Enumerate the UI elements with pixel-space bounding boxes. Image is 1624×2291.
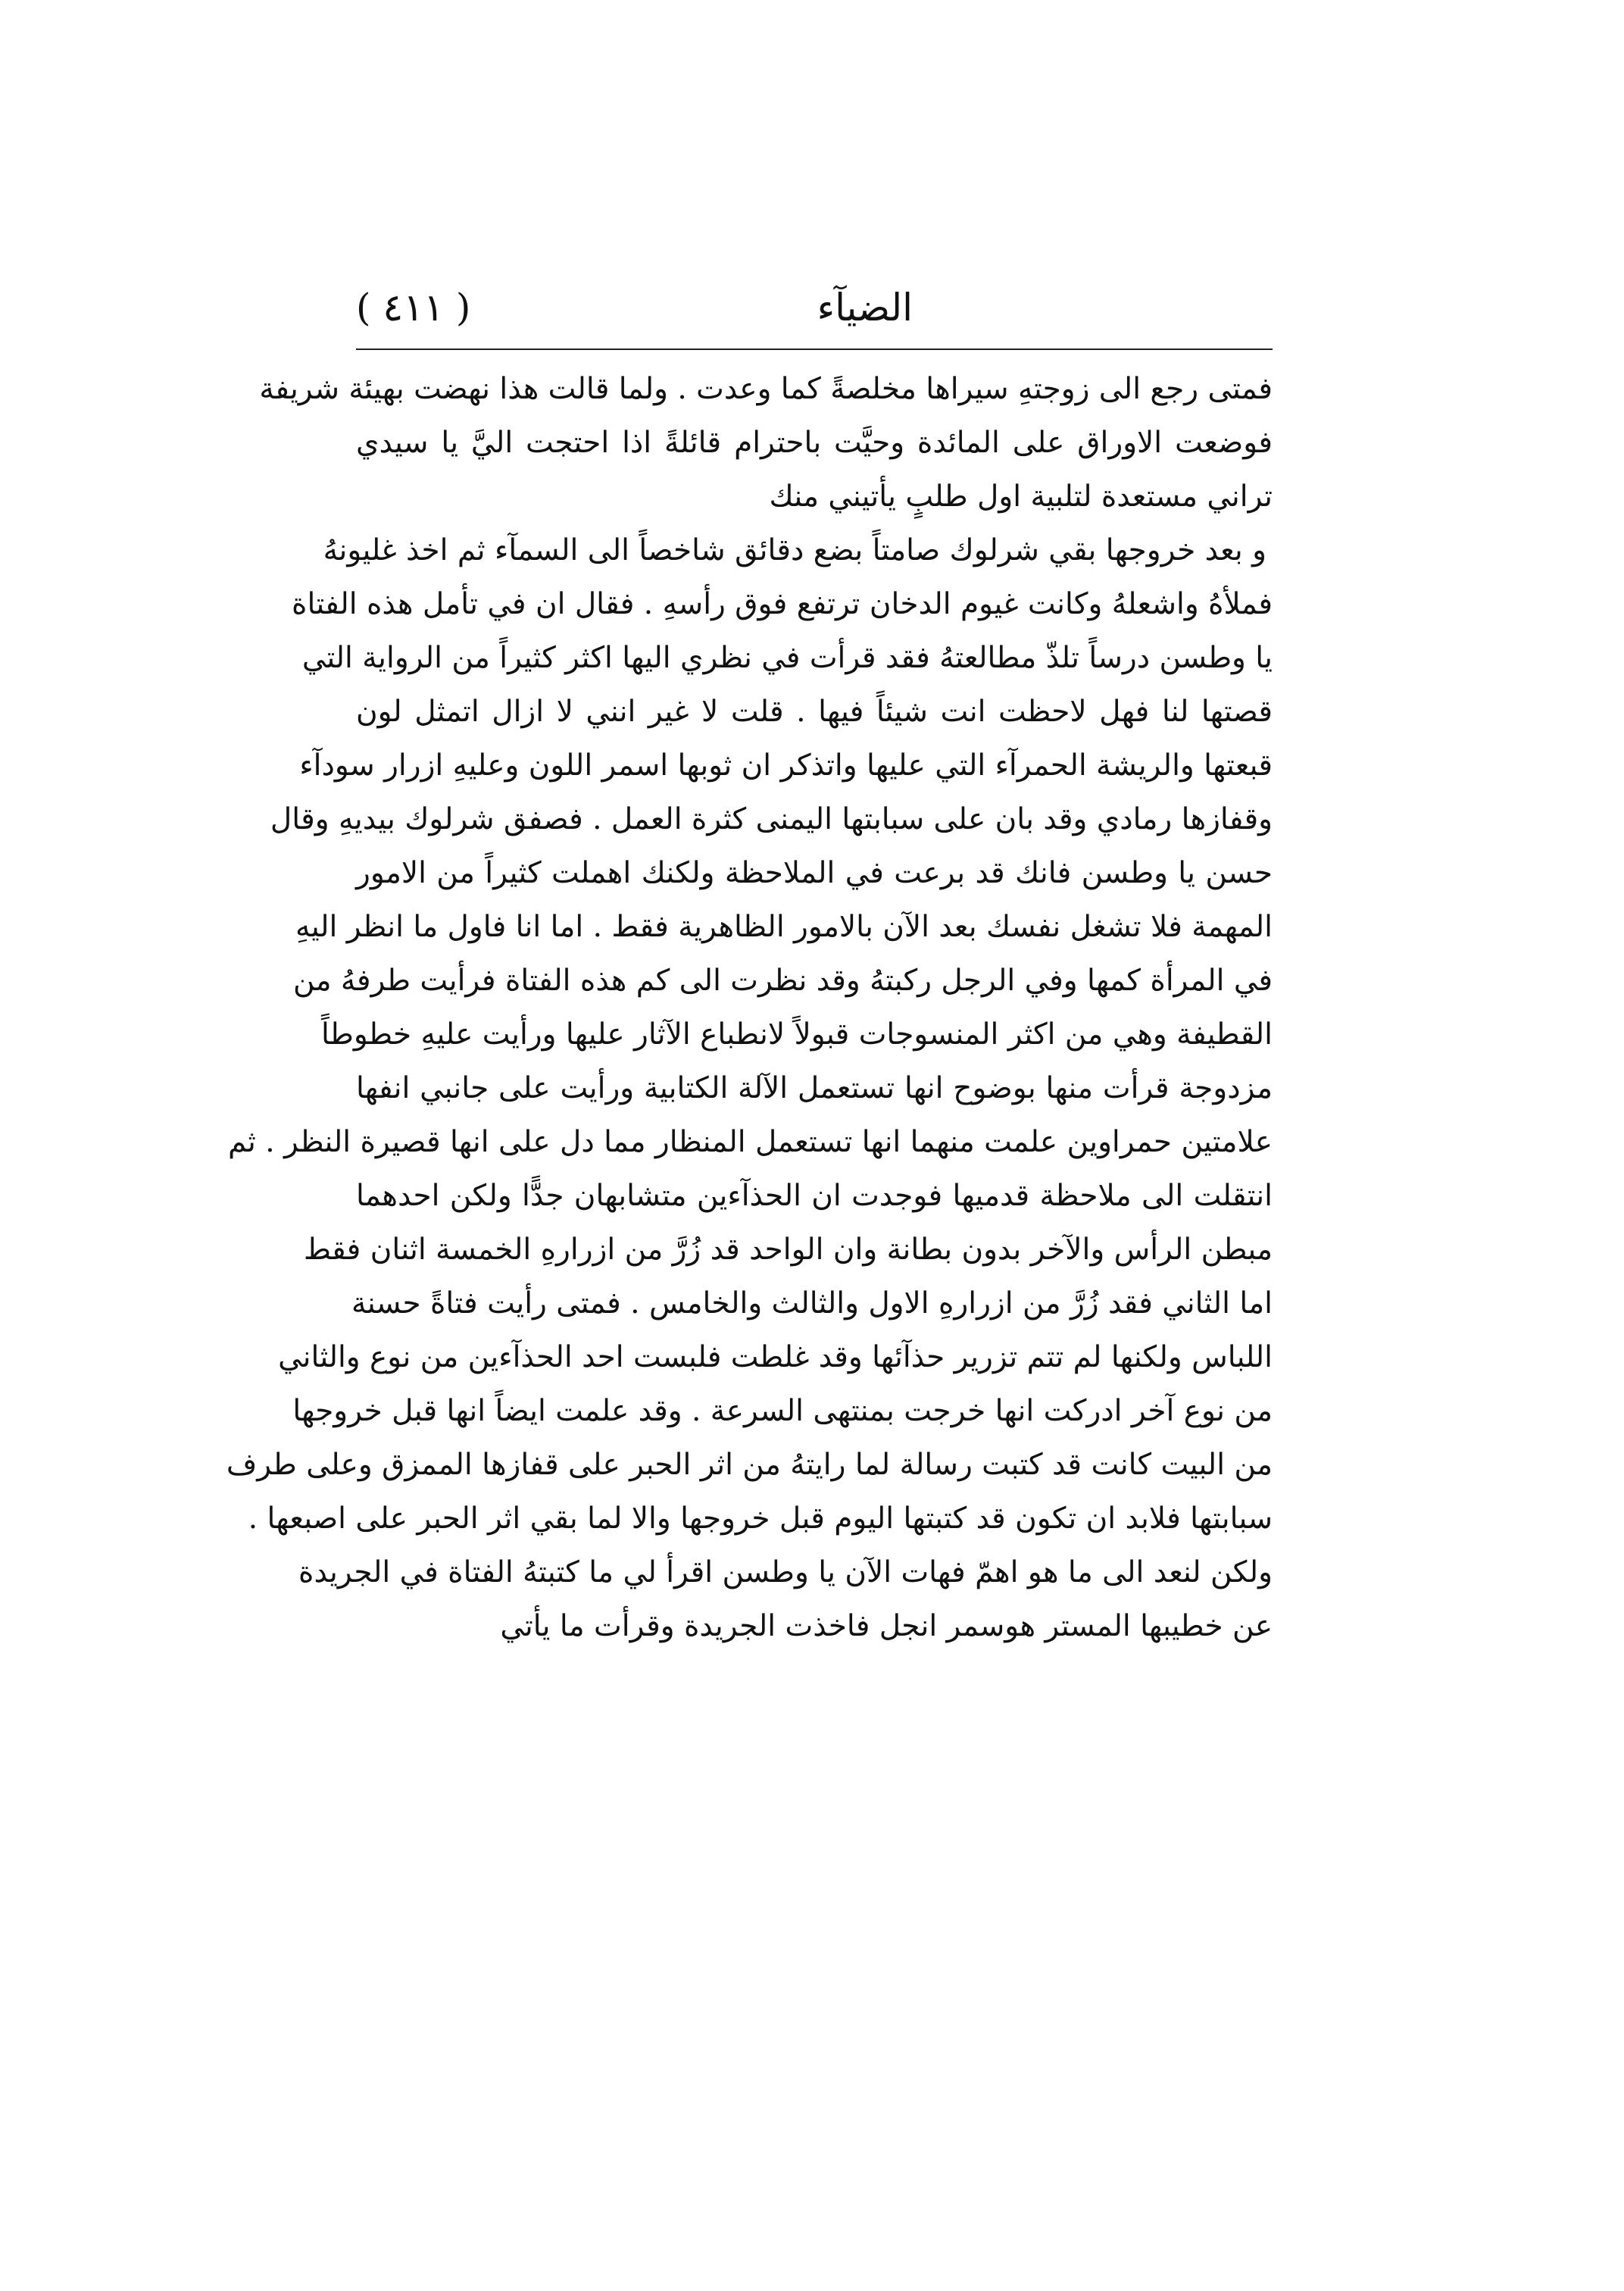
text-line: قصتها لنا فهل لاحظت انت شيئاً فيها . قلت لا غير انني لا ازال اتمثل لون <box>356 695 1273 729</box>
text-line: فمتى رجع الى زوجتهِ سيراها مخلصةً كما وعدت . ولما قالت هذا نهضت بهيئة شريفة <box>259 372 1273 406</box>
text-line: قبعتها والريشة الحمرآء التي عليها واتذكر ان ثوبها اسمر اللون وعليهِ ازرار سودآء <box>299 749 1273 783</box>
text-line: مزدوجة قرأت منها بوضوح انها تستعمل الآلة الكتابية ورأيت على جانبي انفها <box>356 1071 1273 1105</box>
text-line: اللباس ولكنها لم تتم تزرير حذآئها وقد غلطت فلبست احد الحذآءين من نوع والثاني <box>278 1340 1273 1374</box>
text-line: عن خطيبها المستر هوسمر انجل فاخذت الجريدة وقرأت ما يأتي <box>500 1609 1273 1643</box>
text-line: انتقلت الى ملاحظة قدميها فوجدت ان الحذآءين متشابهان جدًّا ولكن احدهما <box>356 1179 1273 1213</box>
text-line: حسن يا وطسن فانك قد برعت في الملاحظة ولكنك اهملت كثيراً من الامور <box>356 856 1273 890</box>
text-line: و بعد خروجها بقي شرلوك صامتاً بضع دقائق شاخصاً الى السمآء ثم اخذ غليونهُ <box>323 533 1266 567</box>
running-title: الضيآء <box>817 286 913 330</box>
page-number: ( ٤١١ ) <box>356 286 471 330</box>
text-line: يا وطسن درساً تلذّ مطالعتهُ فقد قرأت في نظري اليها اكثر كثيراً من الرواية التي <box>301 641 1273 675</box>
text-line: علامتين حمراوين علمت منهما انها تستعمل المنظار مما دل على انها قصيرة النظر . ثم <box>228 1125 1273 1159</box>
text-line: مبطن الرأس والآخر بدون بطانة وان الواحد قد زُرَّ من ازرارهِ الخمسة اثنان فقط <box>303 1233 1273 1267</box>
text-line: المهمة فلا تشغل نفسك بعد الآن بالامور الظاهرية فقط . اما انا فاول ما انظر اليهِ <box>295 910 1273 944</box>
text-line: اما الثاني فقد زُرَّ من ازرارهِ الاول والثالث والخامس . فمتى رأيت فتاةً حسنة <box>351 1286 1273 1321</box>
text-line: في المرأة كمها وفي الرجل ركبتهُ وقد نظرت الى كم هذه الفتاة فرأيت طرفهُ من <box>292 964 1273 998</box>
page-header <box>356 280 1273 335</box>
text-line: من نوع آخر ادركت انها خرجت بمنتهى السرعة . وقد علمت ايضاً انها قبل خروجها <box>292 1394 1273 1428</box>
header-rule <box>356 348 1273 350</box>
text-line: وقفازها رمادي وقد بان على سبابتها اليمنى كثرة العمل . فصفق شرلوك بيديهِ وقال <box>270 802 1273 836</box>
body-text <box>226 362 1273 1653</box>
text-line: تراني مستعدة لتلبية اول طلبٍ يأتيني منك <box>769 480 1273 514</box>
text-line: القطيفة وهي من اكثر المنسوجات قبولاً لانطباع الآثار عليها ورأيت عليهِ خطوطاً <box>320 1017 1273 1052</box>
text-line: فملأهُ واشعلهُ وكانت غيوم الدخان ترتفع فوق رأسهِ . فقال ان في تأمل هذه الفتاة <box>292 587 1273 621</box>
text-line: ولكن لنعد الى ما هو اهمّ فهات الآن يا وطسن اقرأ لي ما كتبتهُ الفتاة في الجريدة <box>298 1555 1273 1589</box>
text-line: فوضعت الاوراق على المائدة وحيَّت باحترام قائلةً اذا احتجت اليَّ يا سيدي <box>356 426 1273 460</box>
text-line: من البيت كانت قد كتبت رسالة لما رايتهُ من اثر الحبر على قفازها الممزق وعلى طرف <box>226 1448 1273 1482</box>
text-line: سبابتها فلابد ان تكون قد كتبتها اليوم قبل خروجها والا لما بقي اثر الحبر على اصبعها . <box>248 1502 1273 1536</box>
